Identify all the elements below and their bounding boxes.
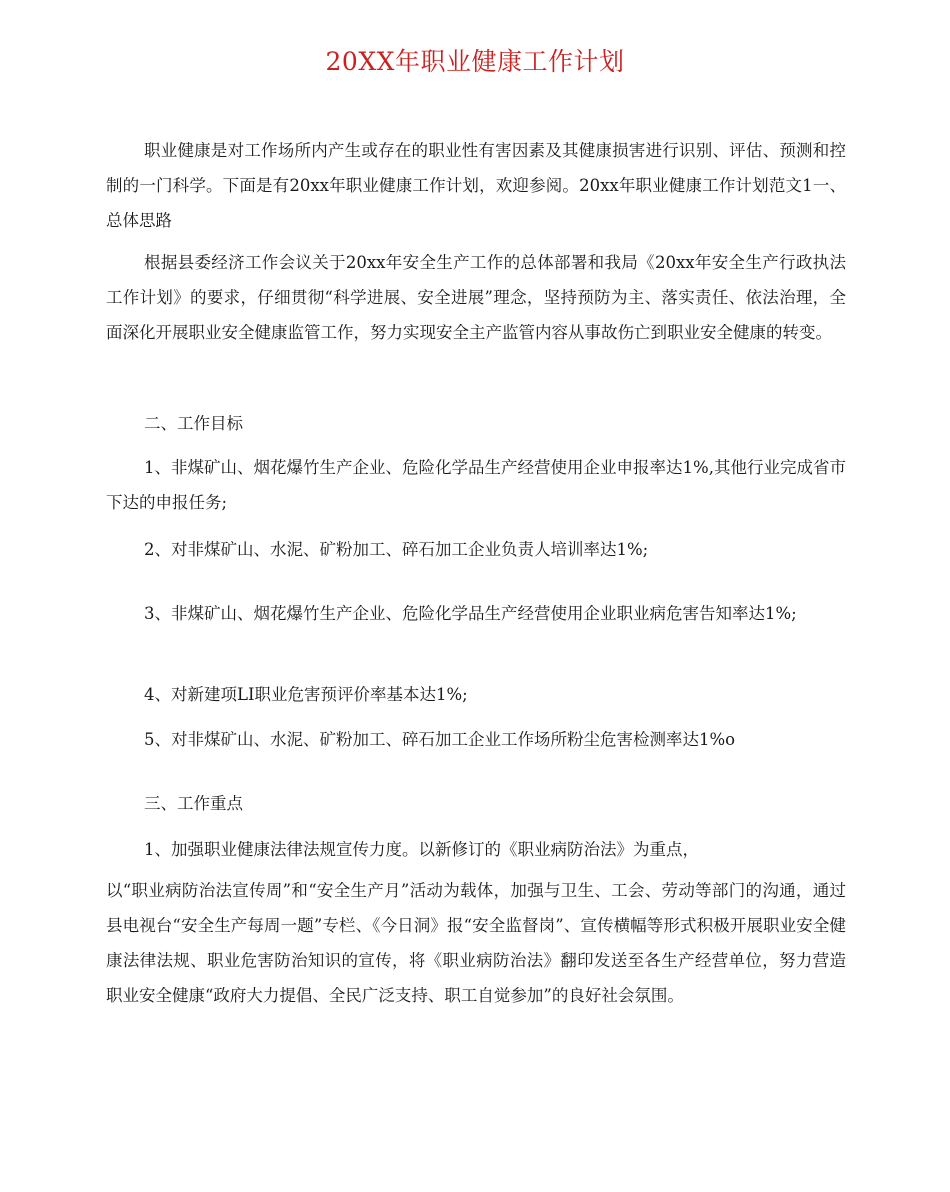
focus-item-1-continued: 以“职业病防治法宣传周”和“安全生产月”活动为载体，加强与卫生、工会、劳动等部门的沟通，通过县电视台“安全生产每周一题”专栏、《今日洞》报“安全监督岗”、宣传横幅等形式积极开展职业安全健康法律法规、职业危害防治知识的宣传，将《职业病防治法》翻印发送至各生产经营单位，努力营造职业安全健康“政府大力提倡、全民广泛支持、职工自觉参加”的良好社会氛围。 xyxy=(106,881,846,1005)
paragraph-basis: 根据县委经济工作会议关于20xx年安全生产工作的总体部署和我局《20xx年安全生产行政执法工作计划》的要求，仔细贯彻“科学进展、安全进展”理念，坚持预防为主、落实责任、依法治理，全面深化开展职业安全健康监管工作，努力实现安全主产监管内容从事故伤亡到职业安全健康的转变。 xyxy=(106,253,846,342)
goal-item-2: 2、对非煤矿山、水泥、矿粉加工、碎石加工企业负责人培训率达1%; xyxy=(144,540,649,559)
section-heading-goals: 二、工作目标 xyxy=(144,414,243,433)
section-heading-focus: 三、工作重点 xyxy=(144,794,243,813)
document-title: 20XX年职业健康工作计划 xyxy=(325,47,625,76)
focus-item-1: 1、加强职业健康法律法规宣传力度。以新修订的《职业病防治法》为重点， xyxy=(144,840,699,859)
paragraph-intro: 职业健康是对工作场所内产生或存在的职业性有害因素及其健康损害进行识别、评估、预测和控制的一门科学。下面是有20xx年职业健康工作计划，欢迎参阅。20xx年职业健康工作计划范文1一、总体思路 xyxy=(106,141,846,230)
goal-item-1: 1、非煤矿山、烟花爆竹生产企业、危险化学品生产经营使用企业申报率达1%,其他行业完成省市下达的申报任务; xyxy=(106,458,846,512)
goal-item-3: 3、非煤矿山、烟花爆竹生产企业、危险化学品生产经营使用企业职业病危害告知率达1%; xyxy=(144,604,797,623)
goal-item-5: 5、对非煤矿山、水泥、矿粉加工、碎石加工企业工作场所粉尘危害检测率达1%o xyxy=(144,730,736,749)
goal-item-4: 4、对新建项LI职业危害预评价率基本达1%; xyxy=(144,685,468,704)
